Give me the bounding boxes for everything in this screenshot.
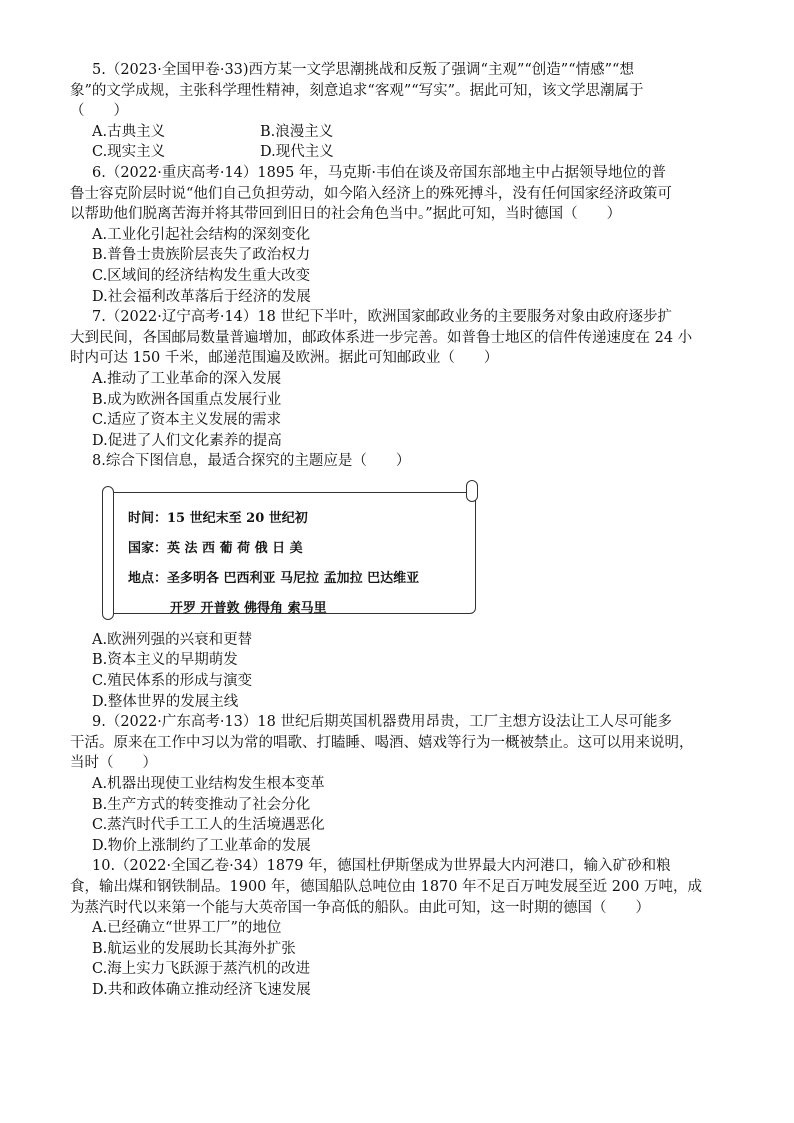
option-c: C.蒸汽时代手工工人的生活境遇恶化 — [92, 817, 325, 834]
question-stem: 象”的文学成规，主张科学理性精神，刻意追求“客观”“写实”。据此可知，该文学思潮属于 — [70, 82, 644, 99]
option-b: B.浪漫主义 — [260, 123, 334, 140]
option-c: C.适应了资本主义发展的需求 — [92, 412, 282, 429]
option-row — [70, 122, 730, 143]
question-stem: 时内可达 150 千米，邮递范围遍及欧洲。据此可知邮政业（ ） — [70, 350, 499, 367]
option-b: B.成为欧洲各国重点发展行业 — [92, 391, 282, 408]
question-9 — [70, 712, 730, 856]
question-stem: 鲁士容克阶层时说“他们自己负担劳动，如今陷入经济上的殊死搏斗，没有任何国家经济政策可 — [70, 185, 672, 202]
option-c: C.现实主义 — [92, 144, 166, 161]
option-b: B.生产方式的转变推动了社会分化 — [92, 796, 311, 813]
scroll-left-roll — [102, 486, 114, 620]
option-c: C.殖民体系的形成与演变 — [92, 673, 253, 690]
question-stem: 以帮助他们脱离苦海并将其带回到旧日的社会角色当中。”据此可知，当时德国（ ） — [70, 206, 622, 223]
scroll-place-continued: 开罗 开普敦 佛得角 索马里 — [170, 600, 327, 616]
option-a: A.工业化引起社会结构的深刻变化 — [92, 226, 311, 243]
scroll-place: 地点：圣多明各 巴西利亚 马尼拉 孟加拉 巴达维亚 — [128, 570, 420, 586]
question-stem: 食，输出煤和钢铁制品。1900 年，德国船队总吨位由 1870 年不足百万吨发展至近 200 万吨，成 — [70, 879, 703, 895]
question-page — [70, 60, 730, 1001]
option-row — [70, 142, 730, 163]
question-stem: 大到民间，各国邮局数量普遍增加，邮政体系进一步完善。如普鲁士地区的信件传递速度在 24 小 — [70, 329, 693, 346]
question-5 — [70, 60, 730, 163]
question-7 — [70, 307, 730, 451]
question-6 — [70, 163, 730, 307]
option-b: B.资本主义的早期萌发 — [92, 652, 238, 669]
question-stem: 7.（2022·辽宁高考·14）18 世纪下半叶，欧洲国家邮政业务的主要服务对象由政府逐步扩 — [92, 309, 672, 326]
question-stem: 干活。原来在工作中习以为常的唱歌、打瞌睡、喝酒、嬉戏等行为一概被禁止。这可以用来说明， — [70, 734, 694, 751]
question-stem: 10.（2022·全国乙卷·34）1879 年，德国杜伊斯堡成为世界最大内河港口，输入矿砂和粮 — [92, 858, 671, 875]
option-a: A.已经确立“世界工厂”的地位 — [92, 920, 282, 937]
option-a: A.推动了工业革命的深入发展 — [92, 370, 282, 387]
question-8 — [70, 451, 730, 712]
scroll-time: 时间：15 世纪末至 20 世纪初 — [128, 510, 308, 526]
question-stem: 9.（2022·广东高考·13）18 世纪后期英国机器费用昂贵，工厂主想方设法让工人尽可能多 — [92, 714, 672, 731]
option-d: D.共和政体确立推动经济飞速发展 — [92, 981, 311, 998]
option-b: B.航运业的发展助长其海外扩张 — [92, 940, 296, 957]
option-c: C.区域间的经济结构发生重大改变 — [92, 267, 311, 284]
question-10 — [70, 856, 730, 1000]
option-a: A.古典主义 — [92, 123, 166, 140]
scroll-right-roll — [466, 480, 478, 502]
option-c: C.海上实力飞跃源于蒸汽机的改进 — [92, 961, 311, 978]
scroll-content — [128, 504, 419, 624]
question-stem: 6.（2022·重庆高考·14）1895 年，马克斯·韦伯在谈及帝国东部地主中占据领导地位的普 — [92, 164, 667, 181]
question-stem: 为蒸汽时代以来第一个能与大英帝国一争高低的船队。由此可知，这一时期的德国（ ） — [70, 899, 650, 916]
question-stem: 5.（2023·全国甲卷·33)西方某一文学思潮挑战和反叛了强调“主观”“创造”“情感”“想 — [92, 62, 634, 78]
question-stem: 当时（ ） — [70, 755, 157, 772]
question-stem: （ ） — [70, 103, 128, 120]
option-a: A.机器出现使工业结构发生根本变革 — [92, 776, 325, 793]
option-a: A.欧洲列强的兴衰和更替 — [92, 631, 253, 648]
scroll-figure — [102, 480, 478, 620]
option-d: D.促进了人们文化素养的提高 — [92, 432, 282, 449]
scroll-country: 国家：英 法 西 葡 荷 俄 日 美 — [128, 540, 303, 556]
option-b: B.普鲁士贵族阶层丧失了政治权力 — [92, 247, 311, 264]
option-d: D.物价上涨制约了工业革命的发展 — [92, 837, 311, 854]
question-stem: 8.综合下图信息，最适合探究的主题应是（ ） — [92, 453, 411, 470]
option-d: D.社会福利改革落后于经济的发展 — [92, 288, 311, 305]
option-d: D.整体世界的发展主线 — [92, 693, 239, 710]
option-d: D.现代主义 — [260, 144, 334, 161]
